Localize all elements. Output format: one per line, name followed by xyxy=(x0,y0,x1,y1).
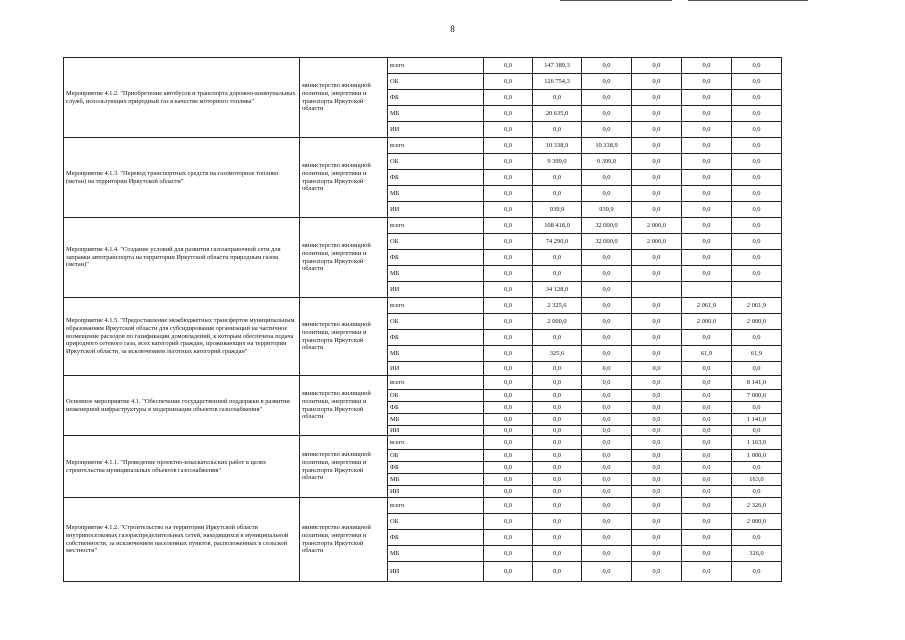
amount-cell: 0,0 xyxy=(582,376,632,390)
amount-cell: 0,0 xyxy=(484,514,533,530)
top-rule-left xyxy=(560,0,672,1)
amount-cell: 0,0 xyxy=(632,314,682,330)
table-body xyxy=(64,58,782,582)
funding-source: ОБ xyxy=(388,154,484,170)
funding-source: ФБ xyxy=(388,462,484,474)
amount-cell: 0,0 xyxy=(533,170,582,186)
amount-cell: 0,0 xyxy=(632,562,682,582)
amount-cell: 0,0 xyxy=(533,498,582,514)
amount-cell: 0,0 xyxy=(582,314,632,330)
table-row xyxy=(64,498,782,514)
funding-source: МБ xyxy=(388,106,484,122)
amount-cell: 0,0 xyxy=(533,390,582,402)
amount-cell: 0,0 xyxy=(533,530,582,546)
activity-name: Мероприятие 4.1.2. "Строительство на территории Иркутской области внутрипоселковых газораспределительных сетей, находящихся в муниципальной собственности, за исключением населенных пунктов, расположенных в сельской местности" xyxy=(64,498,300,582)
amount-cell: 0,0 xyxy=(582,250,632,266)
executor: министерство жилищной политики, энергетики и транспорта Иркутской области xyxy=(300,58,388,138)
amount-cell: 0,0 xyxy=(484,58,533,74)
amount-cell: 0,0 xyxy=(732,530,782,546)
amount-cell: 0,0 xyxy=(533,376,582,390)
amount-cell: 939,9 xyxy=(582,202,632,218)
funding-source: ФБ xyxy=(388,90,484,106)
amount-cell: 61,9 xyxy=(732,346,782,362)
funding-source: всего xyxy=(388,498,484,514)
amount-cell: 2 000,0 xyxy=(632,234,682,250)
amount-cell: 0,0 xyxy=(732,106,782,122)
amount-cell: 0,0 xyxy=(582,498,632,514)
amount-cell: 0,0 xyxy=(632,462,682,474)
amount-cell: 0,0 xyxy=(484,170,533,186)
funding-source: всего xyxy=(388,138,484,154)
amount-cell: 0,0 xyxy=(533,402,582,414)
amount-cell: 0,0 xyxy=(732,90,782,106)
top-rule-right xyxy=(688,0,808,1)
amount-cell: 1 163,0 xyxy=(732,436,782,450)
funding-source: всего xyxy=(388,218,484,234)
amount-cell: 0,0 xyxy=(533,414,582,426)
amount-cell: 0,0 xyxy=(484,462,533,474)
amount-cell: 74 290,0 xyxy=(533,234,582,250)
activity-name: Мероприятие 4.1.1. "Проведение проектно-изыскательских работ в целях строительства муниципальных объектов газоснабжения" xyxy=(64,436,300,498)
amount-cell: 0,0 xyxy=(682,58,732,74)
amount-cell: 0,0 xyxy=(632,186,682,202)
amount-cell: 0,0 xyxy=(484,250,533,266)
amount-cell: 0,0 xyxy=(484,138,533,154)
activity-name: Мероприятие 4.1.2. "Приобретение автобусов и транспорта дорожно-коммунальных служб, использующих природный газ в качестве моторного топлива" xyxy=(64,58,300,138)
table-row xyxy=(64,58,782,74)
amount-cell: 0,0 xyxy=(582,90,632,106)
amount-cell: 0,0 xyxy=(533,462,582,474)
executor: министерство жилищной политики, энергетики и транспорта Иркутской области xyxy=(300,436,388,498)
amount-cell: 0,0 xyxy=(732,250,782,266)
funding-source: ИИ xyxy=(388,362,484,376)
amount-cell: 0,0 xyxy=(533,362,582,376)
amount-cell: 0,0 xyxy=(632,498,682,514)
amount-cell: 0,0 xyxy=(682,390,732,402)
amount-cell: 0,0 xyxy=(533,330,582,346)
amount-cell: 0,0 xyxy=(682,202,732,218)
amount-cell: 0,0 xyxy=(533,450,582,462)
amount-cell: 0,0 xyxy=(682,186,732,202)
amount-cell: 0,0 xyxy=(484,474,533,486)
amount-cell: 0,0 xyxy=(484,498,533,514)
amount-cell: 0,0 xyxy=(484,362,533,376)
amount-cell: 0,0 xyxy=(582,282,632,298)
activity-name: Мероприятие 4.1.4. "Создание условий для развития газозаправочной сети для заправки автотранспорта на территории Иркутской области природным газом (метан)" xyxy=(64,218,300,298)
amount-cell: 0,0 xyxy=(582,330,632,346)
funding-source: ИИ xyxy=(388,426,484,436)
amount-cell: 0,0 xyxy=(582,546,632,562)
amount-cell: 0,0 xyxy=(632,530,682,546)
amount-cell: 0,0 xyxy=(582,514,632,530)
funding-source: всего xyxy=(388,376,484,390)
funding-source: ФБ xyxy=(388,250,484,266)
amount-cell: 0,0 xyxy=(732,138,782,154)
amount-cell: 0,0 xyxy=(682,426,732,436)
amount-cell: 0,0 xyxy=(582,74,632,90)
amount-cell: 0,0 xyxy=(484,390,533,402)
amount-cell: 10 338,9 xyxy=(582,138,632,154)
amount-cell: 0,0 xyxy=(582,186,632,202)
amount-cell: 0,0 xyxy=(682,474,732,486)
amount-cell: 0,0 xyxy=(632,170,682,186)
amount-cell: 0,0 xyxy=(582,462,632,474)
amount-cell: 0,0 xyxy=(682,546,732,562)
amount-cell: 2 000,0 xyxy=(732,314,782,330)
amount-cell: 0,0 xyxy=(632,330,682,346)
amount-cell: 0,0 xyxy=(732,486,782,498)
funding-source: ИИ xyxy=(388,486,484,498)
amount-cell: 2 325,6 xyxy=(533,298,582,314)
amount-cell: 0,0 xyxy=(582,486,632,498)
amount-cell: 0,0 xyxy=(682,530,732,546)
amount-cell: 0,0 xyxy=(632,486,682,498)
amount-cell: 0,0 xyxy=(484,234,533,250)
amount-cell: 0,0 xyxy=(732,266,782,282)
amount-cell: 0,0 xyxy=(632,106,682,122)
amount-cell: 0,0 xyxy=(484,218,533,234)
amount-cell: 0,0 xyxy=(484,486,533,498)
amount-cell: 0,0 xyxy=(582,414,632,426)
amount-cell: 0,0 xyxy=(682,170,732,186)
executor: министерство жилищной политики, энергетики и транспорта Иркутской области xyxy=(300,298,388,376)
amount-cell: 0,0 xyxy=(484,450,533,462)
amount-cell: 2 061,9 xyxy=(732,298,782,314)
amount-cell: 0,0 xyxy=(484,414,533,426)
amount-cell: 0,0 xyxy=(632,414,682,426)
amount-cell: 0,0 xyxy=(582,266,632,282)
funding-source: ОБ xyxy=(388,234,484,250)
amount-cell: 0,0 xyxy=(484,74,533,90)
amount-cell: 0,0 xyxy=(533,486,582,498)
amount-cell: 0,0 xyxy=(533,122,582,138)
amount-cell: 0,0 xyxy=(732,234,782,250)
amount-cell: 0,0 xyxy=(484,562,533,582)
amount-cell: 0,0 xyxy=(682,498,732,514)
amount-cell: 0,0 xyxy=(533,186,582,202)
amount-cell: 10 338,9 xyxy=(533,138,582,154)
amount-cell: 0,0 xyxy=(484,282,533,298)
amount-cell: 0,0 xyxy=(582,402,632,414)
table-row xyxy=(64,138,782,154)
amount-cell: 0,0 xyxy=(632,266,682,282)
amount-cell: 0,0 xyxy=(732,402,782,414)
amount-cell: 0,0 xyxy=(632,346,682,362)
amount-cell: 0,0 xyxy=(682,218,732,234)
amount-cell: 326,0 xyxy=(732,546,782,562)
page-number: 8 xyxy=(450,24,455,34)
amount-cell: 0,0 xyxy=(632,138,682,154)
amount-cell: 2 061,9 xyxy=(682,298,732,314)
funding-source: МБ xyxy=(388,474,484,486)
amount-cell: 0,0 xyxy=(533,474,582,486)
amount-cell: 0,0 xyxy=(484,530,533,546)
amount-cell: 0,0 xyxy=(682,74,732,90)
funding-source: ОБ xyxy=(388,450,484,462)
amount-cell: 0,0 xyxy=(632,376,682,390)
amount-cell: 0,0 xyxy=(632,74,682,90)
amount-cell xyxy=(682,282,732,298)
amount-cell: 0,0 xyxy=(484,186,533,202)
amount-cell: 939,9 xyxy=(533,202,582,218)
table-row xyxy=(64,376,782,390)
amount-cell: 325,6 xyxy=(533,346,582,362)
amount-cell: 0,0 xyxy=(484,154,533,170)
amount-cell: 126 754,3 xyxy=(533,74,582,90)
amount-cell: 2 326,0 xyxy=(732,498,782,514)
amount-cell: 0,0 xyxy=(484,106,533,122)
amount-cell: 0,0 xyxy=(632,154,682,170)
amount-cell: 0,0 xyxy=(582,170,632,186)
funding-source: МБ xyxy=(388,266,484,282)
amount-cell: 0,0 xyxy=(682,122,732,138)
amount-cell: 0,0 xyxy=(484,122,533,138)
amount-cell: 0,0 xyxy=(533,436,582,450)
amount-cell: 0,0 xyxy=(484,202,533,218)
amount-cell: 0,0 xyxy=(682,514,732,530)
amount-cell: 0,0 xyxy=(632,450,682,462)
amount-cell: 0,0 xyxy=(732,218,782,234)
amount-cell: 2 000,0 xyxy=(533,314,582,330)
amount-cell xyxy=(632,282,682,298)
amount-cell: 0,0 xyxy=(582,298,632,314)
amount-cell: 0,0 xyxy=(682,362,732,376)
amount-cell xyxy=(732,282,782,298)
amount-cell: 0,0 xyxy=(582,106,632,122)
executor: министерство жилищной политики, энергетики и транспорта Иркутской области xyxy=(300,376,388,436)
amount-cell: 0,0 xyxy=(484,90,533,106)
amount-cell: 32 000,0 xyxy=(582,234,632,250)
table-row xyxy=(64,298,782,314)
amount-cell: 163,0 xyxy=(732,474,782,486)
funding-source: МБ xyxy=(388,346,484,362)
amount-cell: 0,0 xyxy=(484,376,533,390)
funding-source: МБ xyxy=(388,414,484,426)
amount-cell: 0,0 xyxy=(732,362,782,376)
amount-cell: 0,0 xyxy=(682,402,732,414)
amount-cell: 0,0 xyxy=(732,462,782,474)
amount-cell: 0,0 xyxy=(732,74,782,90)
funding-source: ФБ xyxy=(388,330,484,346)
amount-cell: 9 399,0 xyxy=(533,154,582,170)
amount-cell: 0,0 xyxy=(632,474,682,486)
amount-cell: 2 000,0 xyxy=(732,514,782,530)
table-row xyxy=(64,218,782,234)
amount-cell: 0,0 xyxy=(632,58,682,74)
amount-cell: 0,0 xyxy=(582,562,632,582)
amount-cell: 8 141,0 xyxy=(732,376,782,390)
funding-source: ОБ xyxy=(388,74,484,90)
amount-cell: 0,0 xyxy=(682,330,732,346)
funding-source: ФБ xyxy=(388,530,484,546)
amount-cell: 0,0 xyxy=(533,250,582,266)
amount-cell: 0,0 xyxy=(484,436,533,450)
amount-cell: 0,0 xyxy=(682,486,732,498)
amount-cell: 0,0 xyxy=(732,154,782,170)
amount-cell: 108 418,0 xyxy=(533,218,582,234)
funding-source: ОБ xyxy=(388,390,484,402)
funding-source: МБ xyxy=(388,186,484,202)
table-row xyxy=(64,436,782,450)
amount-cell: 0,0 xyxy=(682,106,732,122)
amount-cell: 0,0 xyxy=(582,346,632,362)
amount-cell: 0,0 xyxy=(732,562,782,582)
financing-table xyxy=(63,57,782,582)
executor: министерство жилищной политики, энергетики и транспорта Иркутской области xyxy=(300,138,388,218)
amount-cell: 0,0 xyxy=(484,314,533,330)
amount-cell: 0,0 xyxy=(484,330,533,346)
amount-cell: 32 000,0 xyxy=(582,218,632,234)
amount-cell: 1 000,0 xyxy=(732,450,782,462)
amount-cell: 0,0 xyxy=(732,58,782,74)
funding-source: всего xyxy=(388,298,484,314)
amount-cell: 0,0 xyxy=(732,186,782,202)
amount-cell: 0,0 xyxy=(632,426,682,436)
funding-source: ИИ xyxy=(388,282,484,298)
amount-cell: 0,0 xyxy=(682,90,732,106)
amount-cell: 0,0 xyxy=(484,298,533,314)
activity-name: Основное мероприятие 4.1. "Обеспечение государственной поддержки в развитии инженерной инфраструктуры в модернизации объектов газоснабжения" xyxy=(64,376,300,436)
amount-cell: 0,0 xyxy=(533,90,582,106)
amount-cell: 0,0 xyxy=(682,266,732,282)
amount-cell: 0,0 xyxy=(533,546,582,562)
amount-cell: 0,0 xyxy=(682,138,732,154)
amount-cell: 0,0 xyxy=(682,436,732,450)
funding-source: ФБ xyxy=(388,170,484,186)
amount-cell: 0,0 xyxy=(682,414,732,426)
amount-cell: 0,0 xyxy=(732,122,782,138)
amount-cell: 0,0 xyxy=(533,514,582,530)
amount-cell: 0,0 xyxy=(632,514,682,530)
amount-cell: 2 000,0 xyxy=(682,314,732,330)
amount-cell: 0,0 xyxy=(632,122,682,138)
amount-cell: 0,0 xyxy=(484,266,533,282)
amount-cell: 0,0 xyxy=(582,530,632,546)
amount-cell: 20 635,0 xyxy=(533,106,582,122)
amount-cell: 0,0 xyxy=(682,376,732,390)
amount-cell: 0,0 xyxy=(732,202,782,218)
amount-cell: 9 399,0 xyxy=(582,154,632,170)
amount-cell: 2 000,0 xyxy=(632,218,682,234)
amount-cell: 0,0 xyxy=(682,154,732,170)
amount-cell: 0,0 xyxy=(682,450,732,462)
amount-cell: 0,0 xyxy=(582,122,632,138)
amount-cell: 0,0 xyxy=(632,250,682,266)
amount-cell: 0,0 xyxy=(632,298,682,314)
activity-name: Мероприятие 4.1.5. "Предоставление межбюджетных трансфертов муниципальным образованиям Иркутской области для субсидирования организаций на частичное возмещение расходов по газификации домовладений, к которым обеспечена подача природного сетевого газа, всех категорий граждан, проживающих на территории Иркутской области, за исключением льготных категорий граждан" xyxy=(64,298,300,376)
activity-name: Мероприятие 4.1.3. "Перевод транспортных средств на газомоторное топливо (метан) на территории Иркутской области" xyxy=(64,138,300,218)
executor: министерство жилищной политики, энергетики и транспорта Иркутской области xyxy=(300,218,388,298)
funding-source: ИИ xyxy=(388,562,484,582)
amount-cell: 0,0 xyxy=(632,362,682,376)
funding-source: ИИ xyxy=(388,122,484,138)
amount-cell: 0,0 xyxy=(582,450,632,462)
amount-cell: 34 128,0 xyxy=(533,282,582,298)
amount-cell: 0,0 xyxy=(682,250,732,266)
amount-cell: 7 000,0 xyxy=(732,390,782,402)
amount-cell: 0,0 xyxy=(682,562,732,582)
amount-cell: 0,0 xyxy=(632,436,682,450)
amount-cell: 0,0 xyxy=(484,426,533,436)
amount-cell: 0,0 xyxy=(632,390,682,402)
amount-cell: 0,0 xyxy=(582,390,632,402)
amount-cell: 0,0 xyxy=(732,330,782,346)
funding-source: МБ xyxy=(388,546,484,562)
funding-source: ОБ xyxy=(388,514,484,530)
funding-source: ОБ xyxy=(388,314,484,330)
amount-cell: 0,0 xyxy=(732,426,782,436)
amount-cell: 61,9 xyxy=(682,346,732,362)
amount-cell: 0,0 xyxy=(582,58,632,74)
amount-cell: 0,0 xyxy=(682,234,732,250)
amount-cell: 147 389,3 xyxy=(533,58,582,74)
amount-cell: 0,0 xyxy=(533,426,582,436)
amount-cell: 1 141,0 xyxy=(732,414,782,426)
amount-cell: 0,0 xyxy=(582,474,632,486)
amount-cell: 0,0 xyxy=(632,402,682,414)
amount-cell: 0,0 xyxy=(484,402,533,414)
amount-cell: 0,0 xyxy=(582,362,632,376)
amount-cell: 0,0 xyxy=(682,462,732,474)
amount-cell: 0,0 xyxy=(732,170,782,186)
amount-cell: 0,0 xyxy=(582,426,632,436)
executor: министерство жилищной политики, энергетики и транспорта Иркутской области xyxy=(300,498,388,582)
funding-source: всего xyxy=(388,58,484,74)
amount-cell: 0,0 xyxy=(533,266,582,282)
amount-cell: 0,0 xyxy=(484,346,533,362)
funding-source: всего xyxy=(388,436,484,450)
funding-source: ИИ xyxy=(388,202,484,218)
amount-cell: 0,0 xyxy=(533,562,582,582)
amount-cell: 0,0 xyxy=(484,546,533,562)
funding-source: ФБ xyxy=(388,402,484,414)
amount-cell: 0,0 xyxy=(582,436,632,450)
amount-cell: 0,0 xyxy=(632,202,682,218)
amount-cell: 0,0 xyxy=(632,546,682,562)
amount-cell: 0,0 xyxy=(632,90,682,106)
